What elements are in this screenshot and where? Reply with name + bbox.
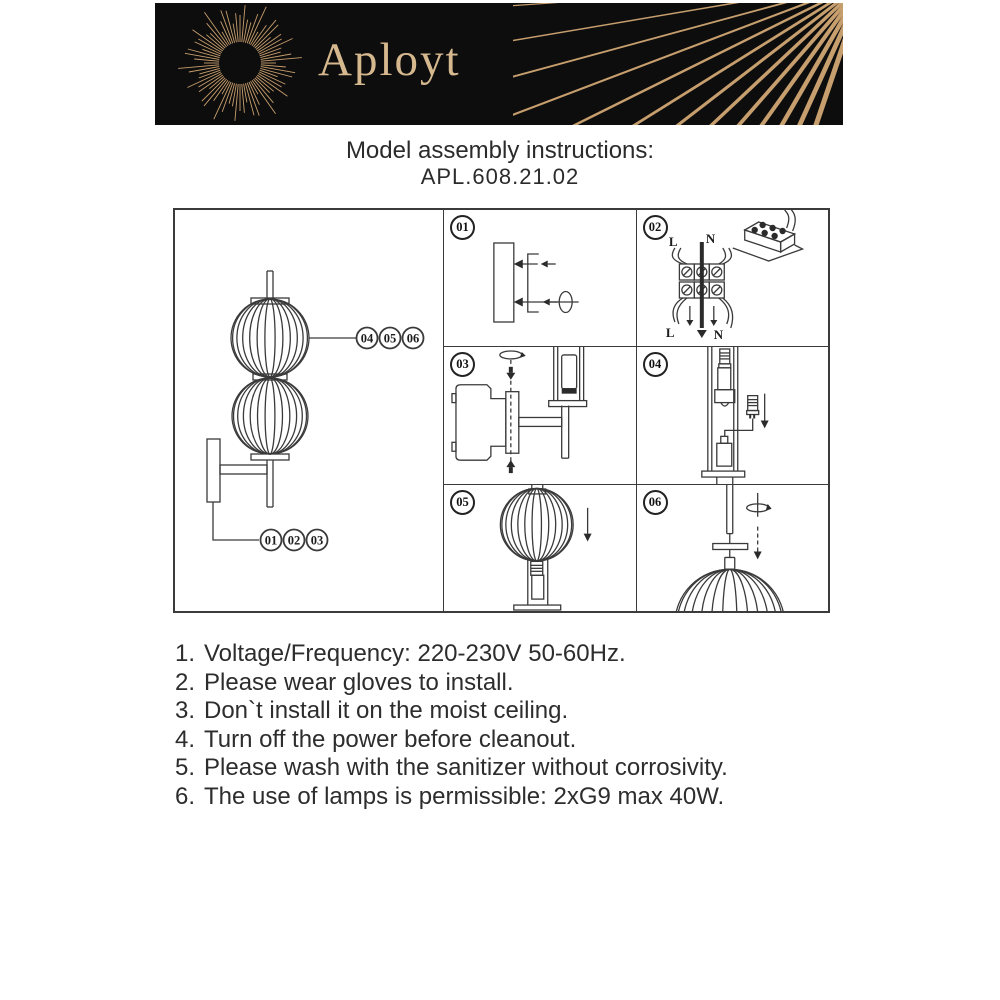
- step-panel-04: [636, 346, 829, 484]
- instruction-item: [175, 726, 728, 755]
- callout-01-label: 01: [264, 533, 278, 548]
- item-text: Voltage/Frequency: 220-230V 50-60Hz.: [204, 640, 626, 667]
- lower-shade: [232, 378, 308, 454]
- item-text: Turn off the power before cleanout.: [204, 725, 577, 753]
- sunburst-logo-icon: [165, 3, 315, 125]
- upper-shade: [231, 299, 309, 377]
- upper-socket: [714, 349, 734, 406]
- panel-05-label: 05: [450, 490, 475, 515]
- item-number: 2.: [175, 668, 196, 696]
- instruction-item: [175, 697, 728, 726]
- base-flange: [701, 471, 744, 477]
- panel-03-label: 03: [450, 352, 475, 377]
- item-text: Please wear gloves to install.: [204, 668, 514, 696]
- instruction-list: [175, 640, 728, 812]
- live-label-bottom: L: [665, 324, 675, 341]
- callout-06-label: 06: [406, 331, 420, 346]
- rotate-arrow: [500, 351, 522, 359]
- callout-05-label: 05: [383, 331, 397, 346]
- model-number: APL.608.21.02: [420, 164, 580, 189]
- step-panel-06: [636, 484, 829, 611]
- instruction-item: [175, 754, 728, 783]
- step-panel-05: [443, 484, 636, 611]
- ribbed-shade-top: [674, 569, 784, 611]
- item-number: 6.: [175, 782, 196, 810]
- brand-banner: [155, 3, 843, 125]
- live-label-top: L: [668, 233, 678, 250]
- panel-06-label: 06: [643, 490, 668, 515]
- instruction-item: [175, 783, 728, 812]
- panel-02-label: 02: [643, 215, 668, 240]
- wall-lamp-overview-diagram: [175, 210, 443, 611]
- callout-02-label: 02: [287, 533, 301, 548]
- threaded-nipple: [724, 557, 734, 569]
- item-text: The use of lamps is permissible: 2xG9 max 40W.: [204, 782, 725, 810]
- callout-03-label: 03: [310, 533, 324, 548]
- canopy-cover: [456, 385, 506, 460]
- item-text: Don`t install it on the moist ceiling.: [204, 697, 569, 725]
- panel-04-label: 04: [643, 352, 668, 377]
- lower-socket: [716, 436, 731, 466]
- socket-column: [514, 559, 561, 610]
- item-number: 1.: [175, 640, 196, 667]
- wall-plate: [207, 439, 220, 502]
- mount-plate: [506, 392, 519, 454]
- mount-bracket: [528, 254, 539, 312]
- lamp-arm: [519, 417, 562, 426]
- step-panel-03: [443, 346, 636, 484]
- item-text: Please wash with the sanitizer without corrosivity.: [204, 754, 728, 782]
- column-flange: [549, 401, 587, 407]
- terminal-block: [732, 210, 802, 261]
- neutral-label-top: N: [705, 230, 715, 247]
- ribbed-shade: [500, 488, 573, 560]
- lamp-socket: [562, 355, 577, 389]
- item-number: 5.: [175, 754, 196, 782]
- ground-symbol: [696, 330, 706, 338]
- brand-wordmark: Aployt: [318, 34, 461, 86]
- wall-section: [494, 243, 514, 322]
- item-number: 3.: [175, 697, 196, 725]
- cap-disc: [712, 544, 747, 550]
- step-panel-02: [636, 210, 829, 346]
- item-number: 4.: [175, 725, 196, 753]
- panel-01-label: 01: [450, 215, 475, 240]
- page-title: Model assembly instructions:: [345, 137, 655, 164]
- overview-panel: [175, 210, 443, 611]
- callout-04-label: 04: [360, 331, 374, 346]
- neutral-label-bottom: N: [713, 326, 723, 343]
- assembly-figure: [173, 208, 830, 613]
- callout-bottom: [213, 502, 328, 551]
- g9-bulb: [746, 396, 758, 419]
- lamp-arm: [220, 465, 267, 474]
- instruction-item: [175, 669, 728, 698]
- ground-wire: [699, 242, 703, 328]
- instruction-item: [175, 640, 728, 669]
- callout-top: [309, 328, 424, 349]
- corner-rays-icon: [513, 3, 843, 125]
- step-panel-01: [443, 210, 636, 346]
